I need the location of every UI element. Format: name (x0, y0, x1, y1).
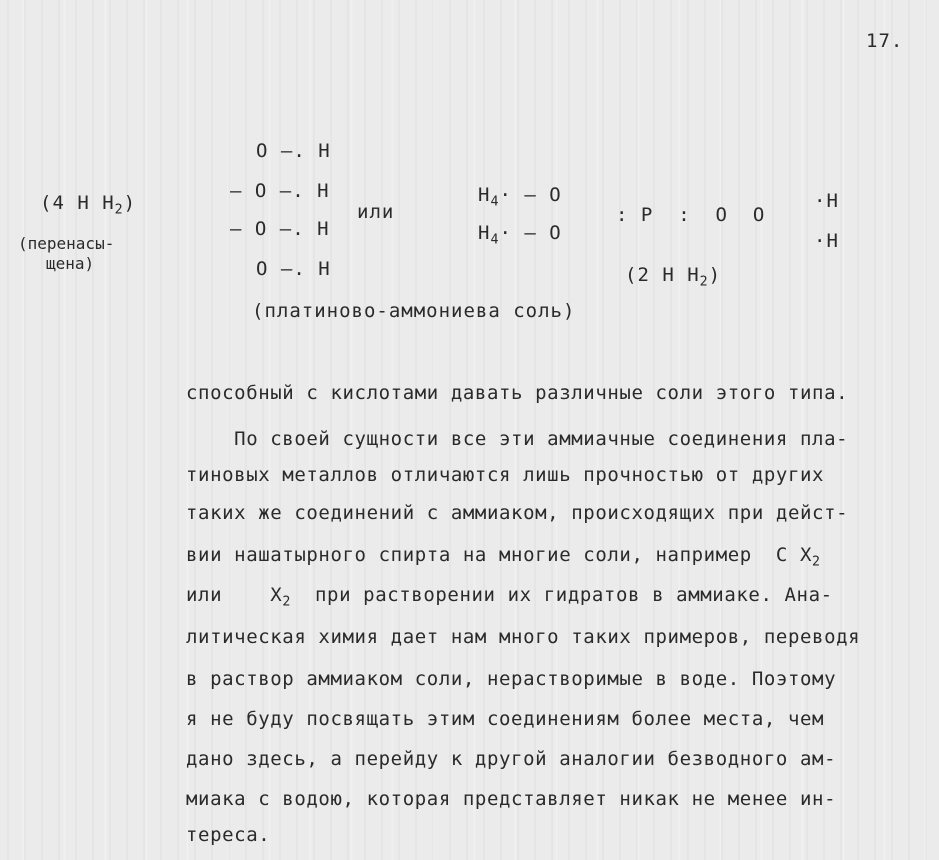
h4-row-1-subscript: 4 (490, 194, 500, 210)
body-line-6 (186, 584, 833, 610)
h4-row-2-rest: · – O (499, 222, 562, 244)
body-line-3: тиновых металлов отличаются лишь прочностью от других (186, 464, 825, 486)
chain-row-4: O –. H (256, 258, 331, 280)
body-line-2: По своей сущности все эти аммиачные соединения пла- (186, 428, 849, 450)
left-label-subscript: 2 (114, 202, 124, 218)
h4-row-1-base: H (478, 184, 491, 206)
body-line-6-end: при растворении их гидратов в аммиаке. Ана- (290, 584, 833, 606)
right-label (625, 264, 722, 290)
formula-caption: (платиново-аммониева соль) (252, 300, 576, 322)
body-line-7: литическая химия дает нам много таких примеров, переводя (186, 626, 861, 648)
h4-row-1 (478, 184, 562, 210)
body-line-6-subscript: 2 (282, 594, 291, 610)
page-number: 17. (866, 30, 904, 52)
right-h-2: ·H (814, 230, 839, 252)
h4-row-2-base: H (478, 222, 491, 244)
chain-row-2: – O –. H (230, 180, 330, 202)
body-line-5 (186, 544, 821, 570)
left-label-close: ) (123, 192, 137, 214)
right-label-close: ) (708, 264, 722, 286)
left-label-base: (4 H H (40, 192, 115, 214)
body-line-9: я не буду посвящать этим соединениям более места, чем (186, 708, 825, 730)
body-line-12: тереса. (186, 824, 271, 846)
left-label (40, 192, 137, 218)
body-line-8: в раствор аммиаком соли, нерастворимые в воде. Поэтому (186, 668, 837, 690)
phosphorus-group: : P : O O (616, 204, 766, 226)
h4-row-1-rest: · – O (499, 184, 562, 206)
left-note-line1: (перенасы- (18, 234, 115, 253)
body-line-5-text: вии нашатырного спирта на многие соли, например C X (186, 544, 813, 566)
body-line-10: дано здесь, а перейду к другой аналогии безводного ам- (186, 748, 837, 770)
body-line-4: таких же соединений с аммиаком, происходящих при дейст- (186, 502, 849, 524)
body-line-11: миака с водою, которая представляет никак не менее ин- (186, 788, 837, 810)
h4-row-2-subscript: 4 (490, 232, 500, 248)
body-line-1: способный с кислотами давать различные соли этого типа. (186, 382, 849, 404)
left-note-line2: щена) (46, 254, 95, 273)
or-word: или (357, 201, 395, 223)
body-line-5-subscript: 2 (812, 554, 821, 570)
right-label-subscript: 2 (699, 274, 709, 290)
chain-row-3: – O –. H (230, 218, 330, 240)
right-h-1: ·H (814, 190, 839, 212)
right-label-base: (2 H H (625, 264, 700, 286)
h4-row-2 (478, 222, 562, 248)
chain-row-1: O –. H (256, 140, 331, 162)
body-line-6-start: или X (186, 584, 283, 606)
